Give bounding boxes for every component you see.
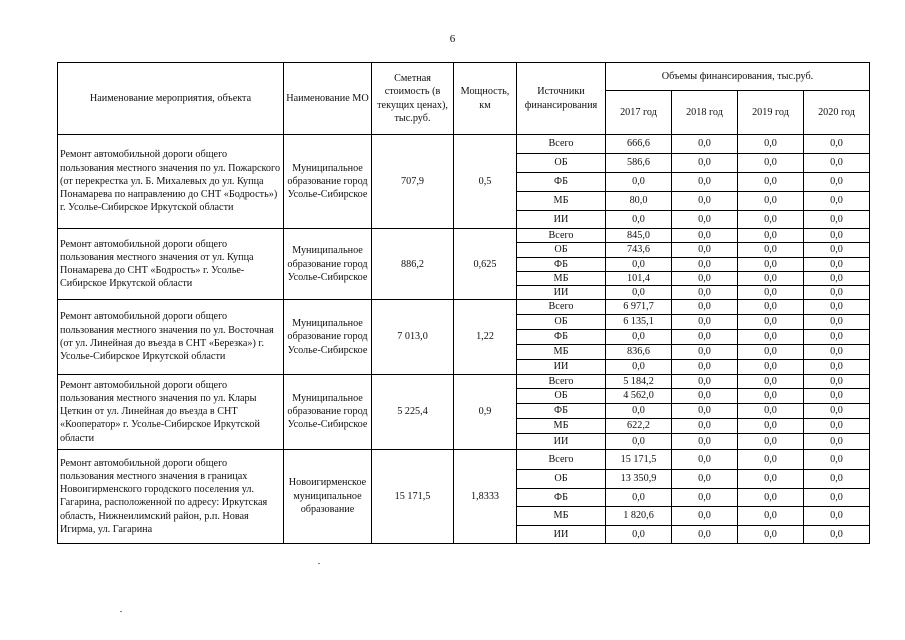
funding-value-cell: 0,0 — [672, 211, 738, 229]
power-cell: 1,22 — [454, 300, 517, 374]
funding-value-cell: 13 350,9 — [606, 469, 672, 488]
funding-source-cell: ИИ — [517, 433, 606, 449]
funding-value-cell: 0,0 — [804, 488, 870, 506]
object-name-cell: Ремонт автомобильной дороги общего пользования местного значения от ул. Купца Понамарева до СНТ «Бодрость» г. Усолье-Сибирское Иркутской области — [58, 229, 284, 300]
funding-source-cell: ФБ — [517, 329, 606, 344]
funding-value-cell: 101,4 — [606, 271, 672, 285]
funding-value-cell: 0,0 — [804, 271, 870, 285]
funding-value-cell: 0,0 — [672, 329, 738, 344]
funding-source-cell: ИИ — [517, 525, 606, 543]
funding-value-cell: 0,0 — [804, 359, 870, 374]
funding-value-cell: 0,0 — [738, 300, 804, 314]
table-row — [58, 300, 870, 314]
funding-value-cell: 0,0 — [738, 229, 804, 243]
funding-value-cell: 0,0 — [738, 469, 804, 488]
funding-value-cell: 0,0 — [672, 229, 738, 243]
table-row — [58, 229, 870, 243]
funding-value-cell: 0,0 — [672, 418, 738, 433]
header-funding: Объемы финансирования, тыс.руб. — [606, 63, 870, 91]
funding-value-cell: 0,0 — [606, 403, 672, 418]
funding-value-cell: 0,0 — [672, 388, 738, 403]
table-header — [58, 63, 870, 135]
mo-name-cell: Муниципальное образование город Усолье-Сибирское — [284, 135, 372, 229]
funding-value-cell: 0,0 — [672, 506, 738, 525]
funding-value-cell: 0,0 — [738, 359, 804, 374]
header-mo: Наименование МО — [284, 63, 372, 135]
funding-source-cell: Всего — [517, 229, 606, 243]
funding-source-cell: ОБ — [517, 243, 606, 257]
object-name-cell: Ремонт автомобильной дороги общего пользования местного значения по ул. Пожарского (от перекрестка ул. Б. Михалевых до ул. Купца Понамарева по направлению до СНТ «Бодрость») г. Усолье-Сибирское Иркутской области — [58, 135, 284, 229]
funding-source-cell: Всего — [517, 374, 606, 388]
funding-value-cell: 0,0 — [672, 154, 738, 173]
funding-value-cell: 0,0 — [804, 211, 870, 229]
funding-value-cell: 0,0 — [672, 433, 738, 449]
funding-value-cell: 0,0 — [738, 314, 804, 329]
funding-value-cell: 0,0 — [738, 257, 804, 271]
funding-source-cell: МБ — [517, 418, 606, 433]
funding-value-cell: 6 971,7 — [606, 300, 672, 314]
funding-source-cell: Всего — [517, 449, 606, 469]
power-cell: 0,625 — [454, 229, 517, 300]
funding-source-cell: ОБ — [517, 154, 606, 173]
funding-value-cell: 0,0 — [738, 243, 804, 257]
funding-value-cell: 0,0 — [738, 135, 804, 154]
funding-value-cell: 0,0 — [738, 506, 804, 525]
funding-value-cell: 0,0 — [672, 359, 738, 374]
funding-value-cell: 0,0 — [804, 300, 870, 314]
funding-value-cell: 0,0 — [804, 329, 870, 344]
funding-value-cell: 0,0 — [672, 403, 738, 418]
funding-value-cell: 0,0 — [672, 173, 738, 192]
funding-value-cell: 0,0 — [672, 488, 738, 506]
funding-value-cell: 0,0 — [804, 525, 870, 543]
scan-artifact — [120, 611, 122, 612]
funding-value-cell: 666,6 — [606, 135, 672, 154]
funding-source-cell: ИИ — [517, 211, 606, 229]
funding-value-cell: 0,0 — [738, 154, 804, 173]
funding-value-cell: 0,0 — [672, 257, 738, 271]
power-cell: 0,9 — [454, 374, 517, 449]
header-year-2020: 2020 год — [804, 91, 870, 135]
header-sources: Источники финансирования — [517, 63, 606, 135]
funding-value-cell: 4 562,0 — [606, 388, 672, 403]
funding-value-cell: 0,0 — [738, 211, 804, 229]
header-year-2019: 2019 год — [738, 91, 804, 135]
mo-name-cell: Муниципальное образование город Усолье-Сибирское — [284, 229, 372, 300]
object-name-cell: Ремонт автомобильной дороги общего пользования местного значения по ул. Клары Цеткин от ул. Линейная до въезда в СНТ «Кооператор» г. Усолье-Сибирское Иркутской области — [58, 374, 284, 449]
mo-name-cell: Муниципальное образование город Усолье-Сибирское — [284, 374, 372, 449]
funding-source-cell: МБ — [517, 192, 606, 211]
table-row — [58, 449, 870, 469]
funding-value-cell: 0,0 — [672, 286, 738, 300]
funding-value-cell: 6 135,1 — [606, 314, 672, 329]
funding-value-cell: 622,2 — [606, 418, 672, 433]
scan-artifact — [318, 563, 320, 564]
funding-value-cell: 0,0 — [672, 300, 738, 314]
funding-value-cell: 0,0 — [804, 314, 870, 329]
funding-source-cell: ОБ — [517, 469, 606, 488]
header-cost: Сметная стоимость (в текущих ценах), тыс.руб. — [372, 63, 454, 135]
funding-value-cell: 0,0 — [672, 135, 738, 154]
cost-cell: 5 225,4 — [372, 374, 454, 449]
funding-value-cell: 743,6 — [606, 243, 672, 257]
cost-cell: 707,9 — [372, 135, 454, 229]
funding-value-cell: 0,0 — [606, 173, 672, 192]
funding-source-cell: ФБ — [517, 173, 606, 192]
funding-value-cell: 0,0 — [804, 449, 870, 469]
funding-value-cell: 0,0 — [804, 403, 870, 418]
funding-source-cell: ФБ — [517, 403, 606, 418]
funding-source-cell: ФБ — [517, 257, 606, 271]
funding-value-cell: 0,0 — [804, 192, 870, 211]
funding-value-cell: 5 184,2 — [606, 374, 672, 388]
page-number: 6 — [449, 33, 456, 45]
funding-value-cell: 0,0 — [606, 488, 672, 506]
funding-value-cell: 0,0 — [804, 469, 870, 488]
funding-value-cell: 0,0 — [738, 433, 804, 449]
funding-value-cell: 836,6 — [606, 344, 672, 359]
funding-value-cell: 0,0 — [804, 173, 870, 192]
funding-value-cell: 0,0 — [804, 388, 870, 403]
funding-value-cell: 0,0 — [738, 525, 804, 543]
funding-value-cell: 0,0 — [606, 359, 672, 374]
funding-value-cell: 0,0 — [672, 344, 738, 359]
power-cell: 0,5 — [454, 135, 517, 229]
mo-name-cell: Новоигирменское муниципальное образование — [284, 449, 372, 543]
funding-value-cell: 0,0 — [738, 286, 804, 300]
funding-value-cell: 0,0 — [804, 243, 870, 257]
funding-value-cell: 0,0 — [672, 449, 738, 469]
table-row — [58, 374, 870, 388]
funding-value-cell: 0,0 — [804, 154, 870, 173]
funding-value-cell: 0,0 — [738, 403, 804, 418]
funding-value-cell: 0,0 — [804, 286, 870, 300]
funding-value-cell: 0,0 — [738, 192, 804, 211]
object-name-cell: Ремонт автомобильной дороги общего пользования местного значения по ул. Восточная (от ул. Линейная до въезда в СНТ «Березка») г. Усолье-Сибирское Иркутской области — [58, 300, 284, 374]
header-year-2018: 2018 год — [672, 91, 738, 135]
funding-source-cell: ИИ — [517, 359, 606, 374]
funding-value-cell: 0,0 — [606, 211, 672, 229]
funding-value-cell: 0,0 — [738, 329, 804, 344]
funding-value-cell: 0,0 — [804, 374, 870, 388]
funding-value-cell: 15 171,5 — [606, 449, 672, 469]
funding-value-cell: 0,0 — [606, 525, 672, 543]
funding-source-cell: Всего — [517, 300, 606, 314]
funding-value-cell: 0,0 — [738, 271, 804, 285]
funding-value-cell: 0,0 — [738, 173, 804, 192]
funding-value-cell: 0,0 — [672, 374, 738, 388]
funding-value-cell: 80,0 — [606, 192, 672, 211]
funding-source-cell: ФБ — [517, 488, 606, 506]
funding-value-cell: 0,0 — [672, 192, 738, 211]
funding-value-cell: 0,0 — [606, 257, 672, 271]
funding-value-cell: 0,0 — [738, 388, 804, 403]
mo-name-cell: Муниципальное образование город Усолье-Сибирское — [284, 300, 372, 374]
funding-source-cell: ИИ — [517, 286, 606, 300]
funding-value-cell: 586,6 — [606, 154, 672, 173]
header-name: Наименование мероприятия, объекта — [58, 63, 284, 135]
funding-value-cell: 0,0 — [672, 271, 738, 285]
funding-value-cell: 0,0 — [804, 344, 870, 359]
funding-source-cell: ОБ — [517, 388, 606, 403]
funding-source-cell: МБ — [517, 344, 606, 359]
funding-value-cell: 0,0 — [738, 374, 804, 388]
power-cell: 1,8333 — [454, 449, 517, 543]
funding-value-cell: 0,0 — [804, 418, 870, 433]
funding-value-cell: 0,0 — [738, 488, 804, 506]
funding-value-cell: 0,0 — [672, 525, 738, 543]
table-body — [58, 135, 870, 544]
funding-value-cell: 0,0 — [738, 449, 804, 469]
header-year-2017: 2017 год — [606, 91, 672, 135]
funding-value-cell: 0,0 — [804, 229, 870, 243]
funding-value-cell: 0,0 — [804, 135, 870, 154]
cost-cell: 15 171,5 — [372, 449, 454, 543]
funding-value-cell: 0,0 — [738, 344, 804, 359]
cost-cell: 7 013,0 — [372, 300, 454, 374]
object-name-cell: Ремонт автомобильной дороги общего пользования местного значения в границах Новоигирменского городского поселения ул. Гагарина, расположенной по адресу: Иркутская область, Нижнеилимский район, р.п. Новая Игирма, ул. Гагарина — [58, 449, 284, 543]
funding-value-cell: 0,0 — [606, 329, 672, 344]
funding-value-cell: 0,0 — [606, 433, 672, 449]
funding-value-cell: 845,0 — [606, 229, 672, 243]
funding-source-cell: МБ — [517, 271, 606, 285]
funding-value-cell: 0,0 — [672, 469, 738, 488]
funding-value-cell: 0,0 — [804, 506, 870, 525]
funding-value-cell: 0,0 — [804, 257, 870, 271]
funding-value-cell: 0,0 — [804, 433, 870, 449]
cost-cell: 886,2 — [372, 229, 454, 300]
funding-value-cell: 0,0 — [672, 243, 738, 257]
funding-value-cell: 0,0 — [738, 418, 804, 433]
funding-source-cell: Всего — [517, 135, 606, 154]
financing-table — [57, 62, 870, 544]
funding-source-cell: ОБ — [517, 314, 606, 329]
table-row — [58, 135, 870, 154]
header-power: Мощность, км — [454, 63, 517, 135]
funding-value-cell: 0,0 — [672, 314, 738, 329]
funding-value-cell: 1 820,6 — [606, 506, 672, 525]
funding-source-cell: МБ — [517, 506, 606, 525]
funding-value-cell: 0,0 — [606, 286, 672, 300]
